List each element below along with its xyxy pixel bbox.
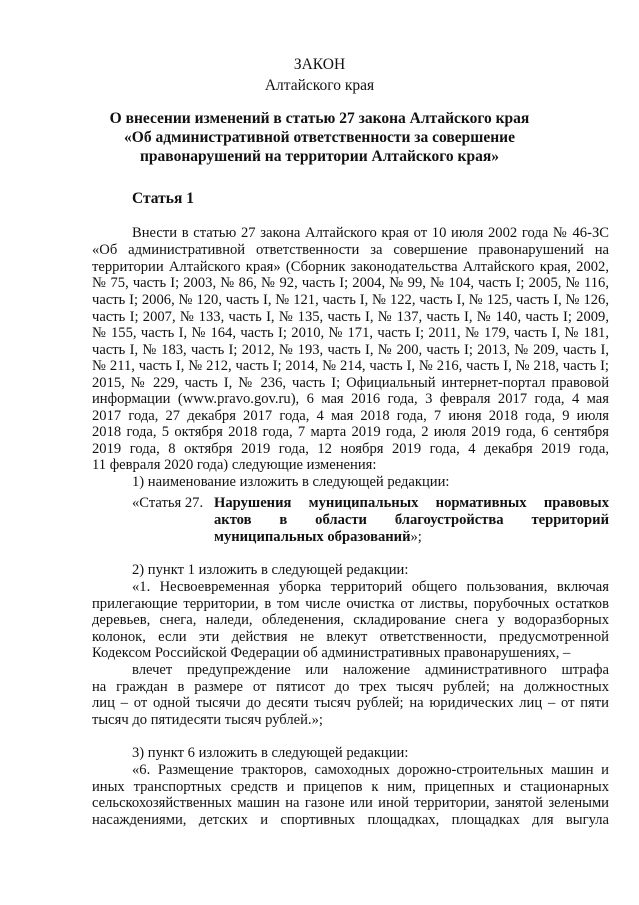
paragraph-line: № 211, часть I, № 212, часть I; 2014, № 214, часть I, № 216, часть I, № 218, часть I; — [92, 358, 609, 374]
paragraph-line: сельскохозяйственных машин на газоне или иной территории, занятой зелеными — [92, 795, 609, 811]
paragraph-line: 2015, № 229, часть I, № 236, часть I; Официальный интернет-портал правовой — [92, 375, 609, 391]
paragraph-line: Кодексом Российской Федерации об административных правонарушениях, – — [92, 645, 571, 661]
item-1-title-last — [214, 529, 422, 545]
paragraph-line: часть I; 2006, № 120, часть I, № 121, часть I, № 122, часть I, № 125, часть I, № 126, — [92, 292, 609, 308]
article-1-heading: Статья 1 — [132, 190, 194, 207]
item-1-title-line: муниципальных образований — [214, 529, 411, 545]
item-1-title-line: актов в области благоустройства территорий — [214, 512, 609, 528]
paragraph-line: 11 февраля 2020 года) следующие изменения: — [92, 457, 377, 473]
item-1-lead: 1) наименование изложить в следующей редакции: — [132, 474, 450, 490]
document-title-line-1: О внесении изменений в статью 27 закона Алтайского края — [109, 110, 530, 127]
paragraph-line: прилегающие территории, в том числе очистка от листвы, порубочных остатков — [92, 596, 609, 612]
paragraph-line: деревьев, снега, наледи, обледенения, складирование снега у водоразборных — [92, 612, 609, 628]
paragraph-line: «1. Несвоевременная уборка территорий общего пользования, включая — [132, 579, 609, 595]
paragraph-line: «6. Размещение тракторов, самоходных дорожно-строительных машин и — [132, 762, 609, 778]
paragraph-line: Внести в статью 27 закона Алтайского края от 10 июля 2002 года № 46-ЗС — [132, 225, 609, 241]
item-1-quote-prefix: «Статья 27. — [132, 495, 204, 511]
paragraph-line: иных транспортных средств и прицепов к ним, прицепных и стационарных — [92, 779, 609, 795]
document-title-line-3: правонарушений на территории Алтайского края» — [140, 148, 499, 165]
item-3-lead: 3) пункт 6 изложить в следующей редакции: — [132, 745, 409, 761]
paragraph-line: территории Алтайского края» (Сборник законодательства Алтайского края, 2002, — [92, 259, 609, 275]
paragraph-line: «Об административной ответственности за совершение правонарушений на — [92, 242, 609, 258]
item-2-lead: 2) пункт 1 изложить в следующей редакции: — [132, 562, 409, 578]
paragraph-line: часть I; 2007, № 133, часть I, № 135, часть I, № 137, часть I, № 140, часть I; 2009, — [92, 309, 609, 325]
paragraph-line: лиц – от одной тысячи до десяти тысяч рублей; на юридических лиц – от пяти — [92, 695, 609, 711]
item-1-title-line: Нарушения муниципальных нормативных правовых — [214, 495, 609, 511]
paragraph-line: 2018 года, 5 октября 2018 года, 7 марта 2019 года, 2 июля 2019 года, 6 сентября — [92, 424, 609, 440]
paragraph-line: 2019 года, 8 октября 2019 года, 12 ноября 2019 года, 4 декабря 2019 года, — [92, 441, 609, 457]
paragraph-line: влечет предупреждение или наложение административного штрафа — [132, 662, 609, 678]
document-region: Алтайского края — [264, 77, 375, 94]
paragraph-line: информации (www.pravo.gov.ru), 6 мая 2016 года, 3 февраля 2017 года, 4 мая — [92, 391, 609, 407]
paragraph-line: насаждениями, детских и спортивных площадках, площадках для выгула — [92, 812, 609, 828]
item-1-title-end: »; — [410, 529, 422, 545]
document-title-line-2: «Об административной ответственности за совершение — [124, 129, 515, 146]
paragraph-line: колонок, если эти действия не влекут ответственности, предусмотренной — [92, 629, 609, 645]
paragraph-line: № 155, часть I, № 164, часть I; 2010, № 171, часть I; 2011, № 179, часть I, № 181, — [92, 325, 609, 341]
paragraph-line: на граждан в размере от пятисот до трех тысяч рублей; на должностных — [92, 679, 609, 695]
paragraph-line: часть I, № 183, часть I; 2012, № 193, часть I, № 200, часть I; 2013, № 209, часть I, — [92, 342, 609, 358]
paragraph-line: тысяч до пятидесяти тысяч рублей.»; — [92, 712, 323, 728]
paragraph-line: 2017 года, 27 декабря 2017 года, 4 мая 2018 года, 7 июня 2018 года, 9 июля — [92, 408, 609, 424]
document-type: ЗАКОН — [293, 56, 346, 73]
paragraph-line: № 75, часть I; 2003, № 86, № 92, часть I; 2004, № 99, № 104, часть I; 2005, № 116, — [92, 275, 609, 291]
